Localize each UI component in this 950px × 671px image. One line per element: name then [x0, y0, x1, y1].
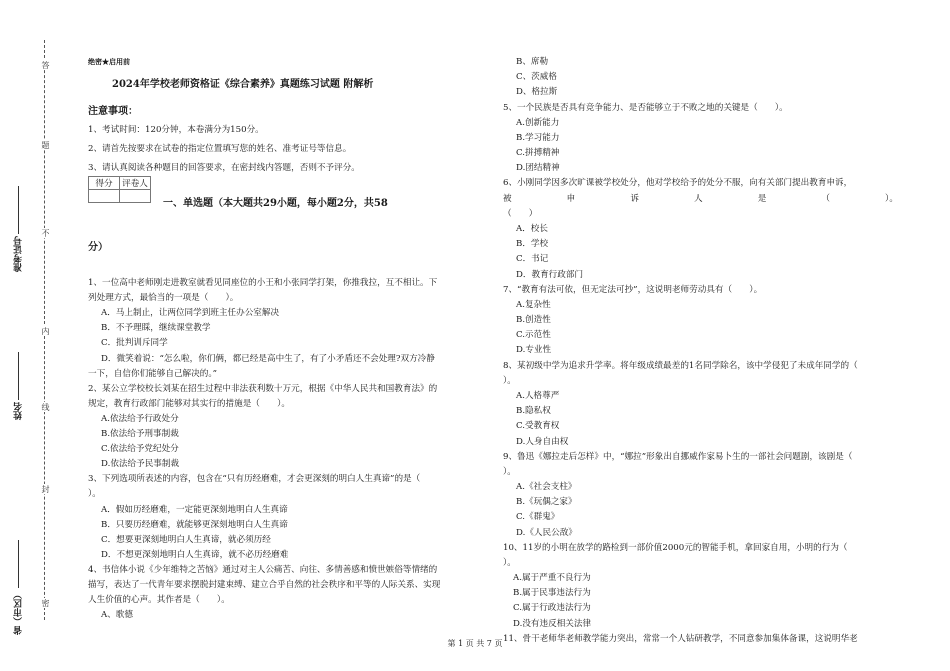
answer-option: C、茨威格	[516, 72, 557, 83]
page-footer: 第 1 页 共 7 页	[447, 639, 503, 648]
answer-option: B.学习能力	[516, 132, 560, 143]
spread-char: （	[821, 193, 830, 204]
answer-option: A.《社会支柱》	[516, 482, 577, 493]
question-stem: 3、下列选项所表述的内容，包含在“只有历经磨难，才会更深刻的明白人生真谛”的是（	[88, 474, 421, 485]
answer-option: C．想要更深刻地明白人生真谛，就必须历经	[101, 534, 271, 545]
answer-option: B．只要历经磨难，就能够更深刻地明白人生真谛	[101, 519, 288, 530]
answer-option: A．马上制止，让两位同学到班主任办公室解决	[101, 308, 280, 319]
answer-option: B．不予理睬，继续课堂教学	[101, 323, 211, 334]
question-text: 人生价值的心声。其作者是（ ）。	[88, 595, 230, 606]
answer-option: A、歌德	[101, 610, 133, 621]
answer-option: C．批判训斥同学	[101, 338, 168, 349]
seal-mark: 密	[41, 599, 50, 607]
binding-margin	[0, 0, 80, 671]
question-stem: 10、11岁的小明在放学的路检到一部价值2000元的智能手机，拿回家自用，小明的行为（	[503, 542, 848, 553]
answer-option: A.复杂性	[516, 299, 551, 310]
page-title: 2024年学校老师资格证《综合素养》真题练习试题 附解析	[112, 79, 374, 90]
question-stem: 8、某初级中学为追求升学率。将年级成绩最差的1名同学除名，该中学侵犯了未成年同学的（	[503, 360, 858, 371]
answer-option: B.创造性	[516, 315, 551, 326]
seal-mark: 线	[41, 403, 50, 411]
question-text: 描写，表达了一代青年要求摆脱封建束缚、建立合乎自然的社会秩序和平等的人际关系、实现	[88, 580, 441, 590]
question-text: 规定，教育行政部门能够对其实行的措施是（ ）。	[88, 398, 290, 409]
grader-header: 评卷人	[120, 177, 151, 190]
question-text: ）。	[503, 557, 516, 568]
answer-option: D.专业性	[516, 345, 552, 356]
answer-option: D、格拉斯	[516, 87, 558, 98]
answer-option: A.人格尊严	[516, 390, 560, 401]
spread-char: 被	[503, 193, 512, 204]
section-title: 一、单选题（本大题共29小题，每小题2分，共58	[163, 198, 388, 209]
question-text: ）。	[503, 375, 516, 386]
question-stem: 5、一个民族是否具有竞争能力、是否能够立于不败之地的关键是（ ）。	[503, 102, 788, 113]
score-cell[interactable]	[89, 190, 120, 203]
spread-char: 是	[757, 193, 767, 204]
question-text: 列处理方式，最恰当的一项是（ ）。	[88, 293, 239, 304]
spread-char: ）。	[885, 193, 898, 204]
question-stem: 4、书信体小说《少年维特之苦恼》通过对主人公痛苦、向往、多情善感和愤世嫉俗等情绪的	[88, 564, 438, 575]
answer-option: A.依法给予行政处分	[101, 413, 179, 424]
question-text: （ ）	[503, 208, 538, 219]
answer-option: D.《人民公敌》	[516, 527, 577, 538]
spread-char: 诉	[630, 193, 639, 204]
answer-option: C.属于行政违法行为	[513, 603, 591, 614]
answer-option: A.创新能力	[516, 117, 560, 128]
answer-option: B.《玩偶之家》	[516, 497, 577, 508]
score-table	[88, 176, 151, 203]
spread-char: 申	[566, 193, 576, 204]
question-text-justified	[503, 193, 898, 205]
section-title-cont: 分）	[88, 242, 108, 253]
answer-option: B.隐私权	[516, 406, 551, 417]
answer-option: C．书记	[516, 254, 549, 265]
seal-mark: 不	[41, 229, 50, 237]
question-text: ）。	[503, 466, 516, 477]
question-text: 一下，自信你们能够自己解决的。”	[88, 368, 218, 379]
answer-option: C.拼搏精神	[516, 148, 560, 159]
question-stem: 11、骨干老师华老师教学能力突出，常常一个人钻研教学，不同意参加集体备课，这说明华老	[503, 633, 858, 644]
seal-mark: 封	[41, 485, 50, 493]
answer-option: D．不想更深刻地明白人生真谛，就不必历经磨难	[101, 549, 289, 560]
seal-mark: 内	[41, 327, 50, 335]
question-text: ）。	[88, 489, 101, 500]
notice-title: 注意事项：	[88, 106, 138, 117]
notice-item: 1、考试时间：120分钟，本卷满分为150分。	[88, 125, 264, 135]
answer-option: D.没有违反相关法律	[513, 618, 592, 629]
answer-option: B、席勒	[516, 57, 549, 67]
answer-option: D.人身自由权	[516, 436, 569, 447]
question-stem: 2、某公立学校校长刘某在招生过程中非法获利数十万元，根据《中华人民共和国教育法》的	[88, 383, 438, 394]
name-field: 姓名	[12, 352, 25, 420]
question-stem: 9、鲁迅《娜拉走后怎样》中，“娜拉”形象出自挪威作家易卜生的一部社会问题剧，该剧是（	[503, 451, 853, 462]
question-stem: 1、一位高中老师刚走进教室就看见同座位的小王和小张同学打架，你推我拉，互不相让。下	[88, 278, 438, 288]
score-header: 得分	[89, 177, 120, 190]
notice-item: 3、请认真阅读各种题目的回答要求，在密封线内答题，否则不予评分。	[88, 163, 360, 173]
seal-mark: 题	[41, 141, 50, 149]
province-field: 省（市区）	[12, 540, 25, 635]
secret-label: 绝密★启用前	[88, 57, 130, 66]
seal-mark: 答	[41, 61, 50, 69]
answer-option: A.属于严重不良行为	[513, 573, 591, 584]
answer-option: D．教育行政部门	[516, 269, 584, 280]
answer-option: C.依法给予党纪处分	[101, 444, 179, 455]
notice-item: 2、请首先按要求在试卷的指定位置填写您的姓名、准考证号等信息。	[88, 144, 352, 154]
spread-char: 人	[694, 193, 703, 204]
grader-cell[interactable]	[120, 190, 151, 203]
answer-option: A．校长	[516, 223, 548, 234]
answer-option: A．假如历经磨难，一定能更深刻地明白人生真谛	[101, 504, 288, 515]
answer-option: B.属于民事违法行为	[513, 588, 591, 599]
question-stem: 6、小刚同学因多次旷课被学校处分，他对学校给予的处分不服，向有关部门提出教育申诉，	[503, 178, 853, 189]
answer-option: D.团结精神	[516, 163, 560, 174]
answer-option: C.《群鬼》	[516, 512, 560, 523]
question-stem: 7、“教育有法可依，但无定法可抄”，这说明老师劳动具有（ ）。	[503, 284, 763, 295]
exam-number-field: 准考证号	[12, 186, 25, 272]
answer-option: B．学校	[516, 239, 549, 250]
answer-option: D．微笑着说：“怎么啦，你们俩，都已经是高中生了，有了小矛盾还不会处理?双方冷静	[101, 353, 435, 364]
answer-option: C.示范性	[516, 330, 551, 341]
answer-option: D.依法给予民事制裁	[101, 459, 180, 470]
answer-option: C.受教育权	[516, 421, 560, 432]
answer-option: B.依法给予刑事制裁	[101, 429, 179, 439]
